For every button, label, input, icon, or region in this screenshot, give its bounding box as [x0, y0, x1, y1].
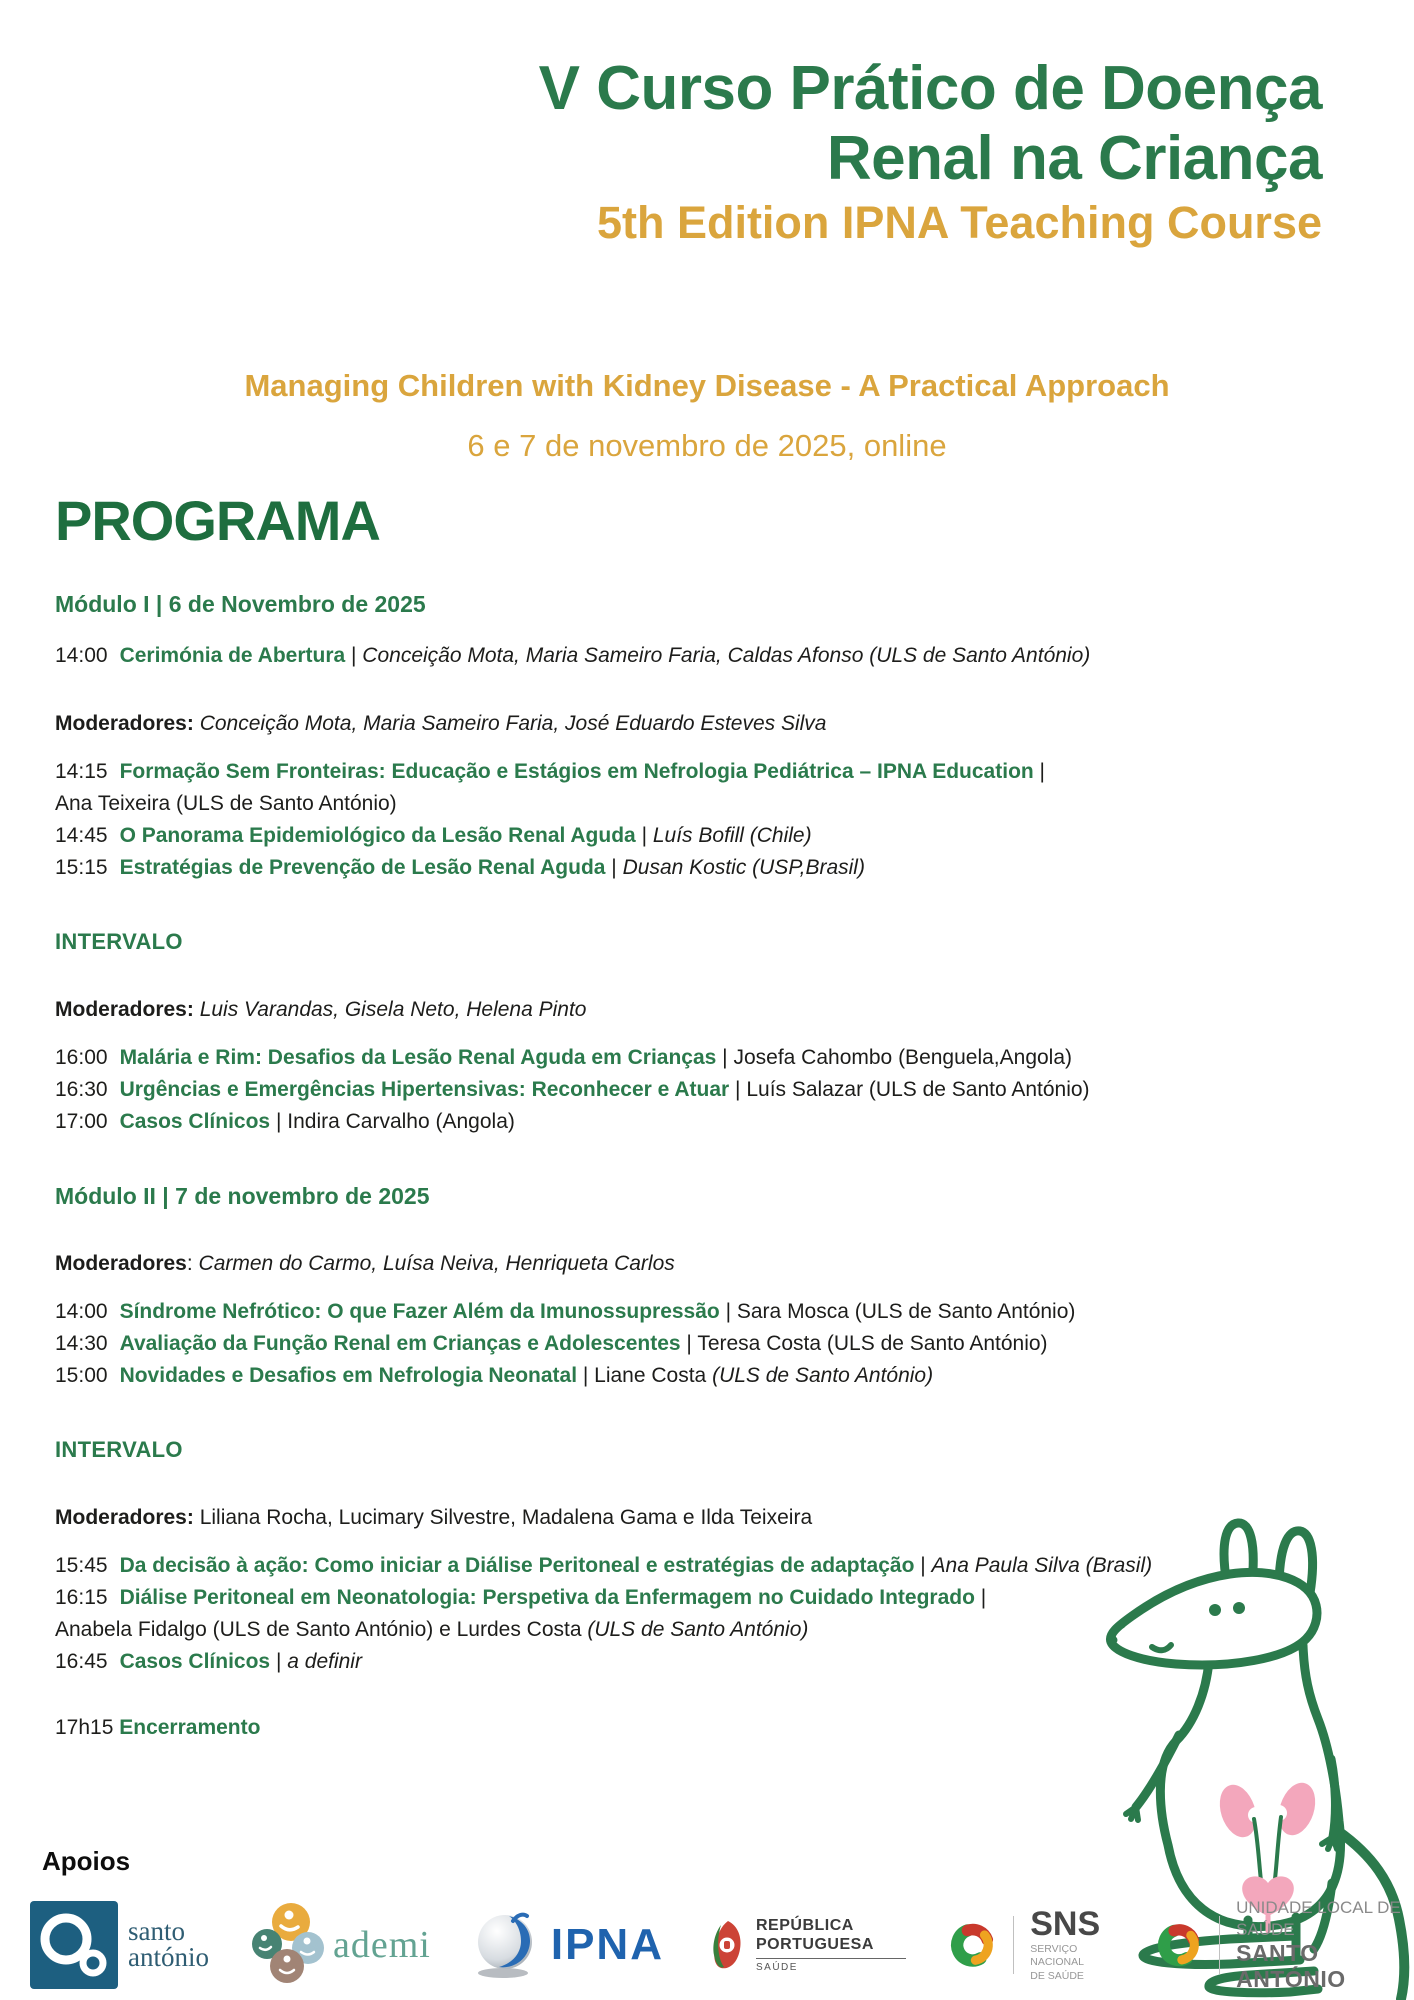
segment-time: 14:00: [55, 644, 108, 667]
program-line-row: [55, 1074, 1385, 1106]
segment-talk: Malária e Rim: Desafios da Lesão Renal Aguda em Crianças: [119, 1046, 717, 1069]
page-title-line1: V Curso Prático de Doença: [538, 54, 1322, 123]
sns-text1: SERVIÇO NACIONAL: [1030, 1942, 1084, 1969]
segment-italic: Dusan Kostic (USP,Brasil): [622, 856, 865, 879]
program-line-row: [55, 1328, 1385, 1360]
segment-sep: |: [914, 1554, 932, 1577]
segment-bold: Moderadores: [55, 1252, 187, 1275]
header: [539, 54, 1322, 248]
program-line-interval: INTERVALO: [55, 929, 183, 954]
segment-plain: Anabela Fidalgo (ULS de Santo António) e Lurdes Costa: [55, 1618, 588, 1641]
program-lines: [55, 588, 1385, 1744]
segment-bold: Moderadores:: [55, 1506, 200, 1529]
segment-plain: Sara Mosca (ULS de Santo António): [736, 1300, 1076, 1323]
segment-sep: |: [345, 644, 363, 667]
segment-time: 17:00: [55, 1110, 108, 1133]
segment-talk: Síndrome Nefrótico: O que Fazer Além da Imunossupressão: [119, 1300, 720, 1323]
segment-plain: Liane Costa: [594, 1364, 713, 1387]
segment-time: 15:15: [55, 856, 108, 879]
sponsor-logos: [30, 1893, 1414, 1997]
program-line-interval: INTERVALO: [55, 1437, 183, 1462]
program-line-moderators: [55, 708, 1385, 740]
ipna-logo: [473, 1911, 664, 1979]
segment-plain: Teresa Costa (ULS de Santo António): [697, 1332, 1048, 1355]
segment-plain: :: [186, 1252, 199, 1275]
segment-italic: Luís Bofill (Chile): [652, 824, 812, 847]
segment-italic: (ULS de Santo António): [587, 1618, 809, 1641]
republica-text3: SAÚDE: [755, 1961, 798, 1973]
program-line-continuation: [55, 788, 1385, 820]
program-line-moderators: [55, 1502, 1385, 1534]
segment-talk: Cerimónia de Abertura: [119, 644, 346, 667]
sns-logo: [948, 1904, 1113, 1984]
segment-italic: Conceição Mota, Maria Sameiro Faria, Caldas Afonso (ULS de Santo António): [362, 644, 1091, 667]
segment-time: 16:45: [55, 1650, 108, 1673]
ipna-globe-icon: [473, 1911, 541, 1979]
segment-time: 16:30: [55, 1078, 108, 1101]
segment-talk: Estratégias de Prevenção de Lesão Renal Aguda: [119, 856, 606, 879]
uls-divider: [1219, 1916, 1220, 1974]
uls-text1: UNIDADE LOCAL DE SAÚDE: [1236, 1898, 1401, 1939]
segment-sep: |: [1033, 760, 1046, 783]
segment-italic: a definir: [287, 1650, 362, 1673]
segment-time: 16:15: [55, 1586, 108, 1609]
segment-time: 14:30: [55, 1332, 108, 1355]
segment-talk: Casos Clínicos: [119, 1110, 271, 1133]
program-line-module: Módulo II | 7 de novembro de 2025: [55, 1183, 430, 1209]
segment-italic: Luis Varandas, Gisela Neto, Helena Pinto: [199, 998, 587, 1021]
segment-plain: Indira Carvalho (Angola): [287, 1110, 515, 1133]
sns-text2: DE SAÚDE: [1030, 1969, 1084, 1982]
segment-plain: Ana Teixeira (ULS de Santo António): [55, 792, 397, 815]
page-title: [539, 54, 1322, 194]
segment-talk: O Panorama Epidemiológico da Lesão Renal Aguda: [119, 824, 636, 847]
santo-antonio-icon: [30, 1901, 118, 1989]
segment-sep: |: [974, 1586, 987, 1609]
program-line-row: [55, 1296, 1385, 1328]
segment-sep: |: [605, 856, 623, 879]
uls-swirl-icon: [1155, 1914, 1203, 1976]
segment-bold: Moderadores:: [55, 998, 200, 1021]
segment-italic: Conceição Mota, Maria Sameiro Faria, José Eduardo Esteves Silva: [199, 712, 827, 735]
segment-plain: Liliana Rocha, Lucimary Silvestre, Madalena Gama e Ilda Teixeira: [199, 1506, 813, 1529]
segment-talk: Avaliação da Função Renal em Crianças e Adolescentes: [119, 1332, 681, 1355]
uls-text2: SANTO ANTÓNIO: [1236, 1939, 1346, 1993]
segment-time: 15:00: [55, 1364, 108, 1387]
republica-text1: REPÚBLICA: [755, 1917, 854, 1935]
santo-antonio-logo: [30, 1901, 209, 1989]
ademi-icon: [251, 1900, 327, 1990]
sns-divider: [1013, 1916, 1014, 1974]
program-line-moderators: [55, 994, 1385, 1026]
segment-time: 14:15: [55, 760, 108, 783]
segment-plain: Luís Salazar (ULS de Santo António): [746, 1078, 1090, 1101]
segment-sep: |: [635, 824, 653, 847]
santo-antonio-text1: santo: [128, 1916, 185, 1947]
segment-talk: Formação Sem Fronteiras: Educação e Estágios em Nefrologia Pediátrica – IPNA Education: [119, 760, 1034, 783]
program-line-row: [55, 1646, 1385, 1678]
program-line-row: [55, 640, 1385, 672]
program-line-closing: [55, 1712, 1385, 1744]
sns-swirl-icon: [948, 1914, 997, 1976]
santo-antonio-text2: antónio: [128, 1942, 209, 1972]
segment-talk: Da decisão à ação: Como iniciar a Diálise Peritoneal e estratégias de adaptação: [119, 1554, 915, 1577]
segment-bold: Moderadores:: [55, 712, 200, 735]
segment-talk: Encerramento: [119, 1716, 261, 1739]
segment-sep: |: [270, 1110, 288, 1133]
segment-italic: (ULS de Santo António): [712, 1364, 934, 1387]
segment-sep: |: [716, 1046, 734, 1069]
segment-plain: Josefa Cahombo (Benguela,Angola): [733, 1046, 1073, 1069]
program-line-row: [55, 820, 1385, 852]
segment-italic: Carmen do Carmo, Luísa Neiva, Henriqueta Carlos: [198, 1252, 675, 1275]
ademi-logo: [251, 1900, 431, 1990]
course-dates: 6 e 7 de novembro de 2025, online: [467, 428, 947, 463]
course-tagline: Managing Children with Kidney Disease - A Practical Approach: [244, 368, 1170, 403]
ipna-text: IPNA: [550, 1920, 664, 1969]
segment-sep: |: [270, 1650, 288, 1673]
segment-time: 16:00: [55, 1046, 108, 1069]
segment-time: 14:45: [55, 824, 108, 847]
page-title-line2: Renal na Criança: [826, 124, 1322, 194]
program-line-row: [55, 756, 1385, 788]
program-heading: PROGRAMA: [55, 489, 380, 552]
segment-time: 14:00: [55, 1300, 108, 1323]
segment-time: 15:45: [55, 1554, 108, 1577]
program-line-row: [55, 1550, 1385, 1582]
program-line-continuation: [55, 1614, 1385, 1646]
program-line-row: [55, 1106, 1385, 1138]
republica-portuguesa-emblem-icon: [706, 1917, 746, 1973]
ademi-text: ademi: [333, 1924, 431, 1966]
program-line-module: Módulo I | 6 de Novembro de 2025: [55, 591, 426, 617]
republica-portuguesa-logo: [706, 1917, 906, 1973]
segment-sep: |: [729, 1078, 747, 1101]
segment-sep: |: [680, 1332, 698, 1355]
segment-plain: 17h15: [55, 1716, 120, 1739]
program-line-row: [55, 1582, 1385, 1614]
republica-rule: [756, 1958, 906, 1959]
segment-sep: |: [577, 1364, 595, 1387]
program-line-row: [55, 1360, 1385, 1392]
segment-sep: |: [719, 1300, 737, 1323]
segment-talk: Casos Clínicos: [119, 1650, 271, 1673]
segment-talk: Diálise Peritoneal em Neonatologia: Perspetiva da Enfermagem no Cuidado Integrado: [119, 1586, 975, 1609]
republica-text2: PORTUGUESA: [755, 1935, 874, 1953]
segment-talk: Novidades e Desafios em Nefrologia Neonatal: [119, 1364, 578, 1387]
page-subtitle: 5th Edition IPNA Teaching Course: [596, 197, 1322, 249]
sns-abbr: SNS: [1030, 1904, 1101, 1943]
uls-santo-antonio-logo: [1155, 1897, 1414, 1992]
program-line-row: [55, 852, 1385, 884]
program-line-row: [55, 1042, 1385, 1074]
segment-talk: Urgências e Emergências Hipertensivas: Reconhecer e Atuar: [119, 1078, 730, 1101]
apoios-label: Apoios: [42, 1846, 131, 1876]
segment-italic: Ana Paula Silva (Brasil): [931, 1554, 1153, 1577]
program-line-moderators: [55, 1248, 1385, 1280]
